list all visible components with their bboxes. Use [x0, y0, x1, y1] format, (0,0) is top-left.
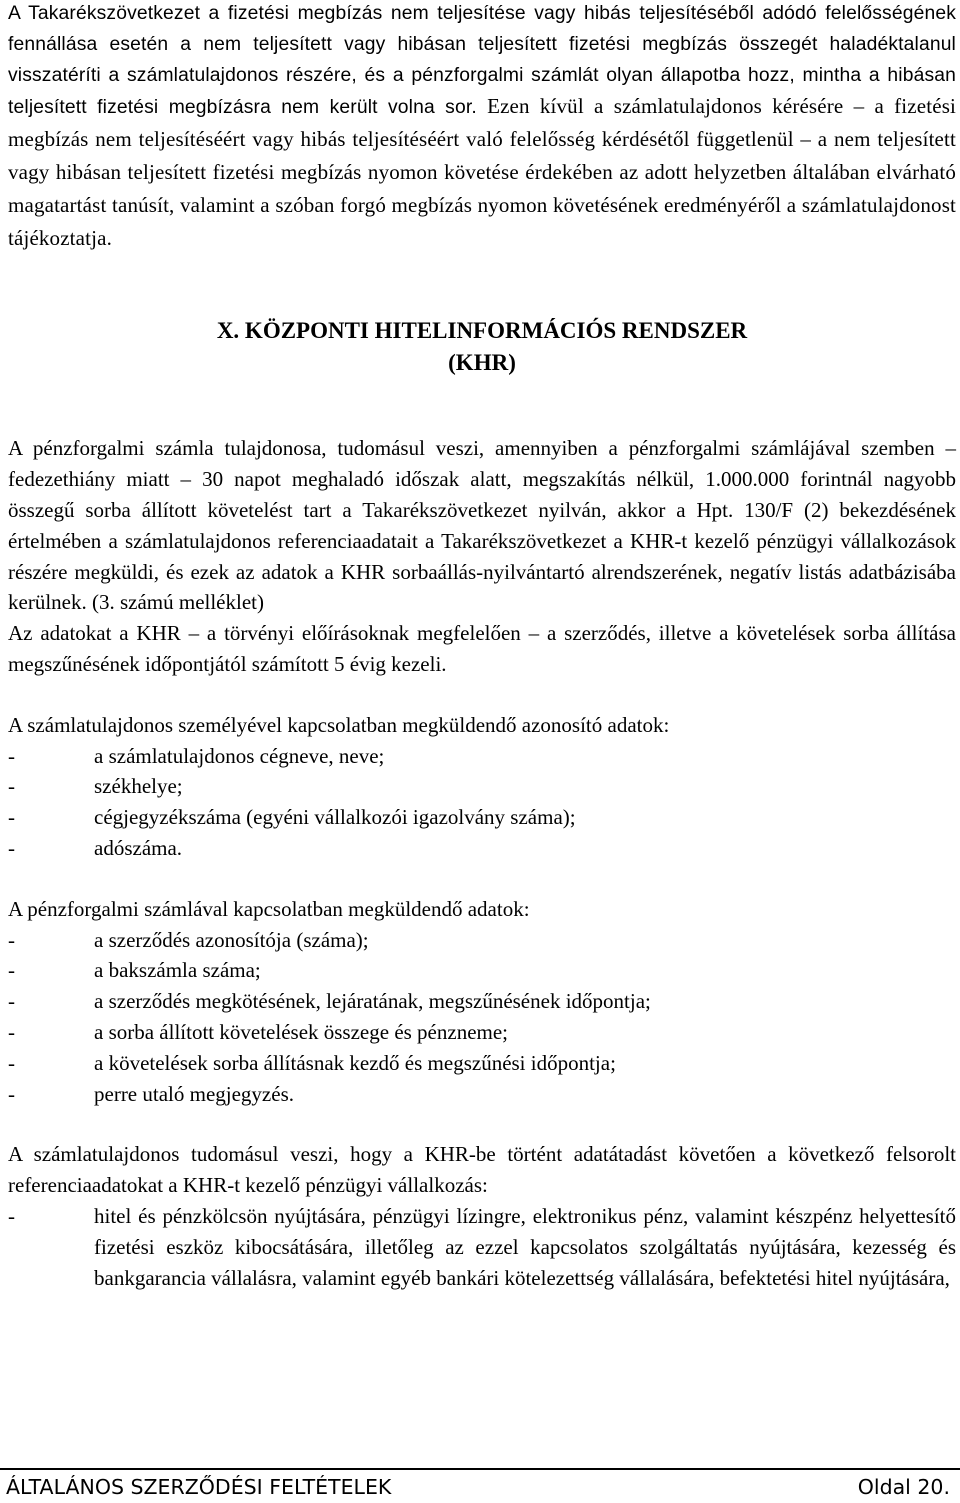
- list-dash: -: [8, 774, 15, 799]
- paragraph-khr-keeping: Az adatokat a KHR – a törvényi előírásoknak megfelelően – a szerződés, illetve a követelések sorba állítása megszűnésének időpontjától számított 5 évig kezeli.: [8, 621, 956, 676]
- list-dash: -: [8, 989, 15, 1014]
- section-title: [8, 315, 956, 379]
- list-item: - a számlatulajdonos cégneve, neve;: [8, 741, 956, 772]
- list-dash: -: [8, 835, 15, 860]
- list-dash: -: [8, 1050, 15, 1075]
- page-number: Oldal 20.: [857, 1475, 950, 1499]
- list-item: - a szerződés azonosítója (száma);: [8, 925, 956, 956]
- list-item: - székhelye;: [8, 771, 956, 802]
- list-dash: -: [8, 1081, 15, 1106]
- list-dash: -: [8, 1203, 15, 1228]
- personal-data-list: [8, 741, 956, 864]
- paragraph-liability-part1: A Takarékszövetkezet a fizetési megbízás nem teljesítése vagy hibás teljesítéséből adódó felelősségének fennállása esetén a nem teljesített vagy hibásan teljesített fizetési megbízás összegét haladéktalanul visszatéríti a számlatulajdonos részére, és a pénzforgalmi számlát olyan állapotba hozz, mintha a hibásan teljesített fizetési megbízásra nem került volna sor.: [8, 3, 956, 119]
- list-dash: -: [8, 805, 15, 830]
- paragraph-account-intro: A pénzforgalmi számlával kapcsolatban megküldendő adatok:: [8, 896, 530, 921]
- section-title-line1: X. KÖZPONTI HITELINFORMÁCIÓS RENDSZER: [216, 318, 748, 344]
- list-dash: -: [8, 958, 15, 983]
- paragraph-ack-intro: A számlatulajdonos tudomásul veszi, hogy a KHR-be történt adatátadást követően a következő felsorolt referenciaadatokat a KHR-t kezelő pénzügyi vállalkozás:: [8, 1142, 956, 1198]
- footer-divider: [0, 1468, 960, 1470]
- list-item: - a bakszámla száma;: [8, 955, 956, 986]
- paragraph-khr-intro: A pénzforgalmi számla tulajdonosa, tudomásul veszi, amennyiben a pénzforgalmi számlájával szemben – fedezethiány miatt – 30 napot meghaladó időszak alatt, megszakítás nélkül, 1.000.000 forintnál nagyobb összegű sorba állított követelést tart a Takarékszövetkezet nyilván, akkor a Hpt. 130/F (2) bekezdésének értelmében a számlatulajdonos referenciaadatait a Takarékszövetkezet a KHR-t kezelő pénzügyi vállalkozások részére megküldi, és ezek az adatok a KHR sorbaállás-nyilvántartó alrendszerének, negatív listás adatbázisába kerülnek. (3. számú melléklet): [8, 436, 956, 615]
- list-dash: -: [8, 927, 15, 952]
- document-page: [8, 0, 956, 1293]
- list-item: - hitel és pénzkölcsön nyújtására, pénzügyi lízingre, elektronikus pénz, valamint készpénz helyettesítő fizetési eszköz kibocsátására, illetőleg az ezzel kapcsolatos szolgáltatás nyújtására, kezesség és bankgarancia vállalásra, valamint egyéb bankári kötelezettség vállalására, befektetési hitel nyújtására,: [8, 1201, 956, 1293]
- list-item: - perre utaló megjegyzés.: [8, 1079, 956, 1110]
- paragraph-liability-part2: Ezen kívül a számlatulajdonos kérésére – a fizetési megbízás nem teljesítéséért vagy hibás teljesítéséért való felelősség kérdésétől függetlenül – a nem teljesített vagy hibásan teljesített fizetési megbízás nyomon követése érdekében az adott helyzetben általában elvárható magatartást tanúsít, valamint a szóban forgó megbízás nyomon követésének eredményéről a számlatulajdonost tájékoztatja.: [8, 94, 956, 250]
- list-dash: -: [8, 743, 15, 768]
- list-item: - a sorba állított követelések összege és pénzneme;: [8, 1017, 956, 1048]
- ack-data-list: [8, 1201, 956, 1293]
- list-item: - cégjegyzékszáma (egyéni vállalkozói igazolvány száma);: [8, 802, 956, 833]
- paragraph-liability: [8, 0, 956, 255]
- list-item: - a követelések sorba állításnak kezdő és megszűnési időpontja;: [8, 1048, 956, 1079]
- paragraph-personal-intro: A számlatulajdonos személyével kapcsolatban megküldendő azonosító adatok:: [8, 712, 670, 737]
- list-dash: -: [8, 1019, 15, 1044]
- account-data-list: [8, 925, 956, 1110]
- section-title-line2: (KHR): [448, 350, 516, 376]
- list-item: - adószáma.: [8, 833, 956, 864]
- footer-title: ÁLTALÁNOS SZERZŐDÉSI FELTÉTELEK: [6, 1475, 392, 1499]
- page-footer: [6, 1472, 954, 1502]
- list-item: - a szerződés megkötésének, lejáratának, megszűnésének időpontja;: [8, 986, 956, 1017]
